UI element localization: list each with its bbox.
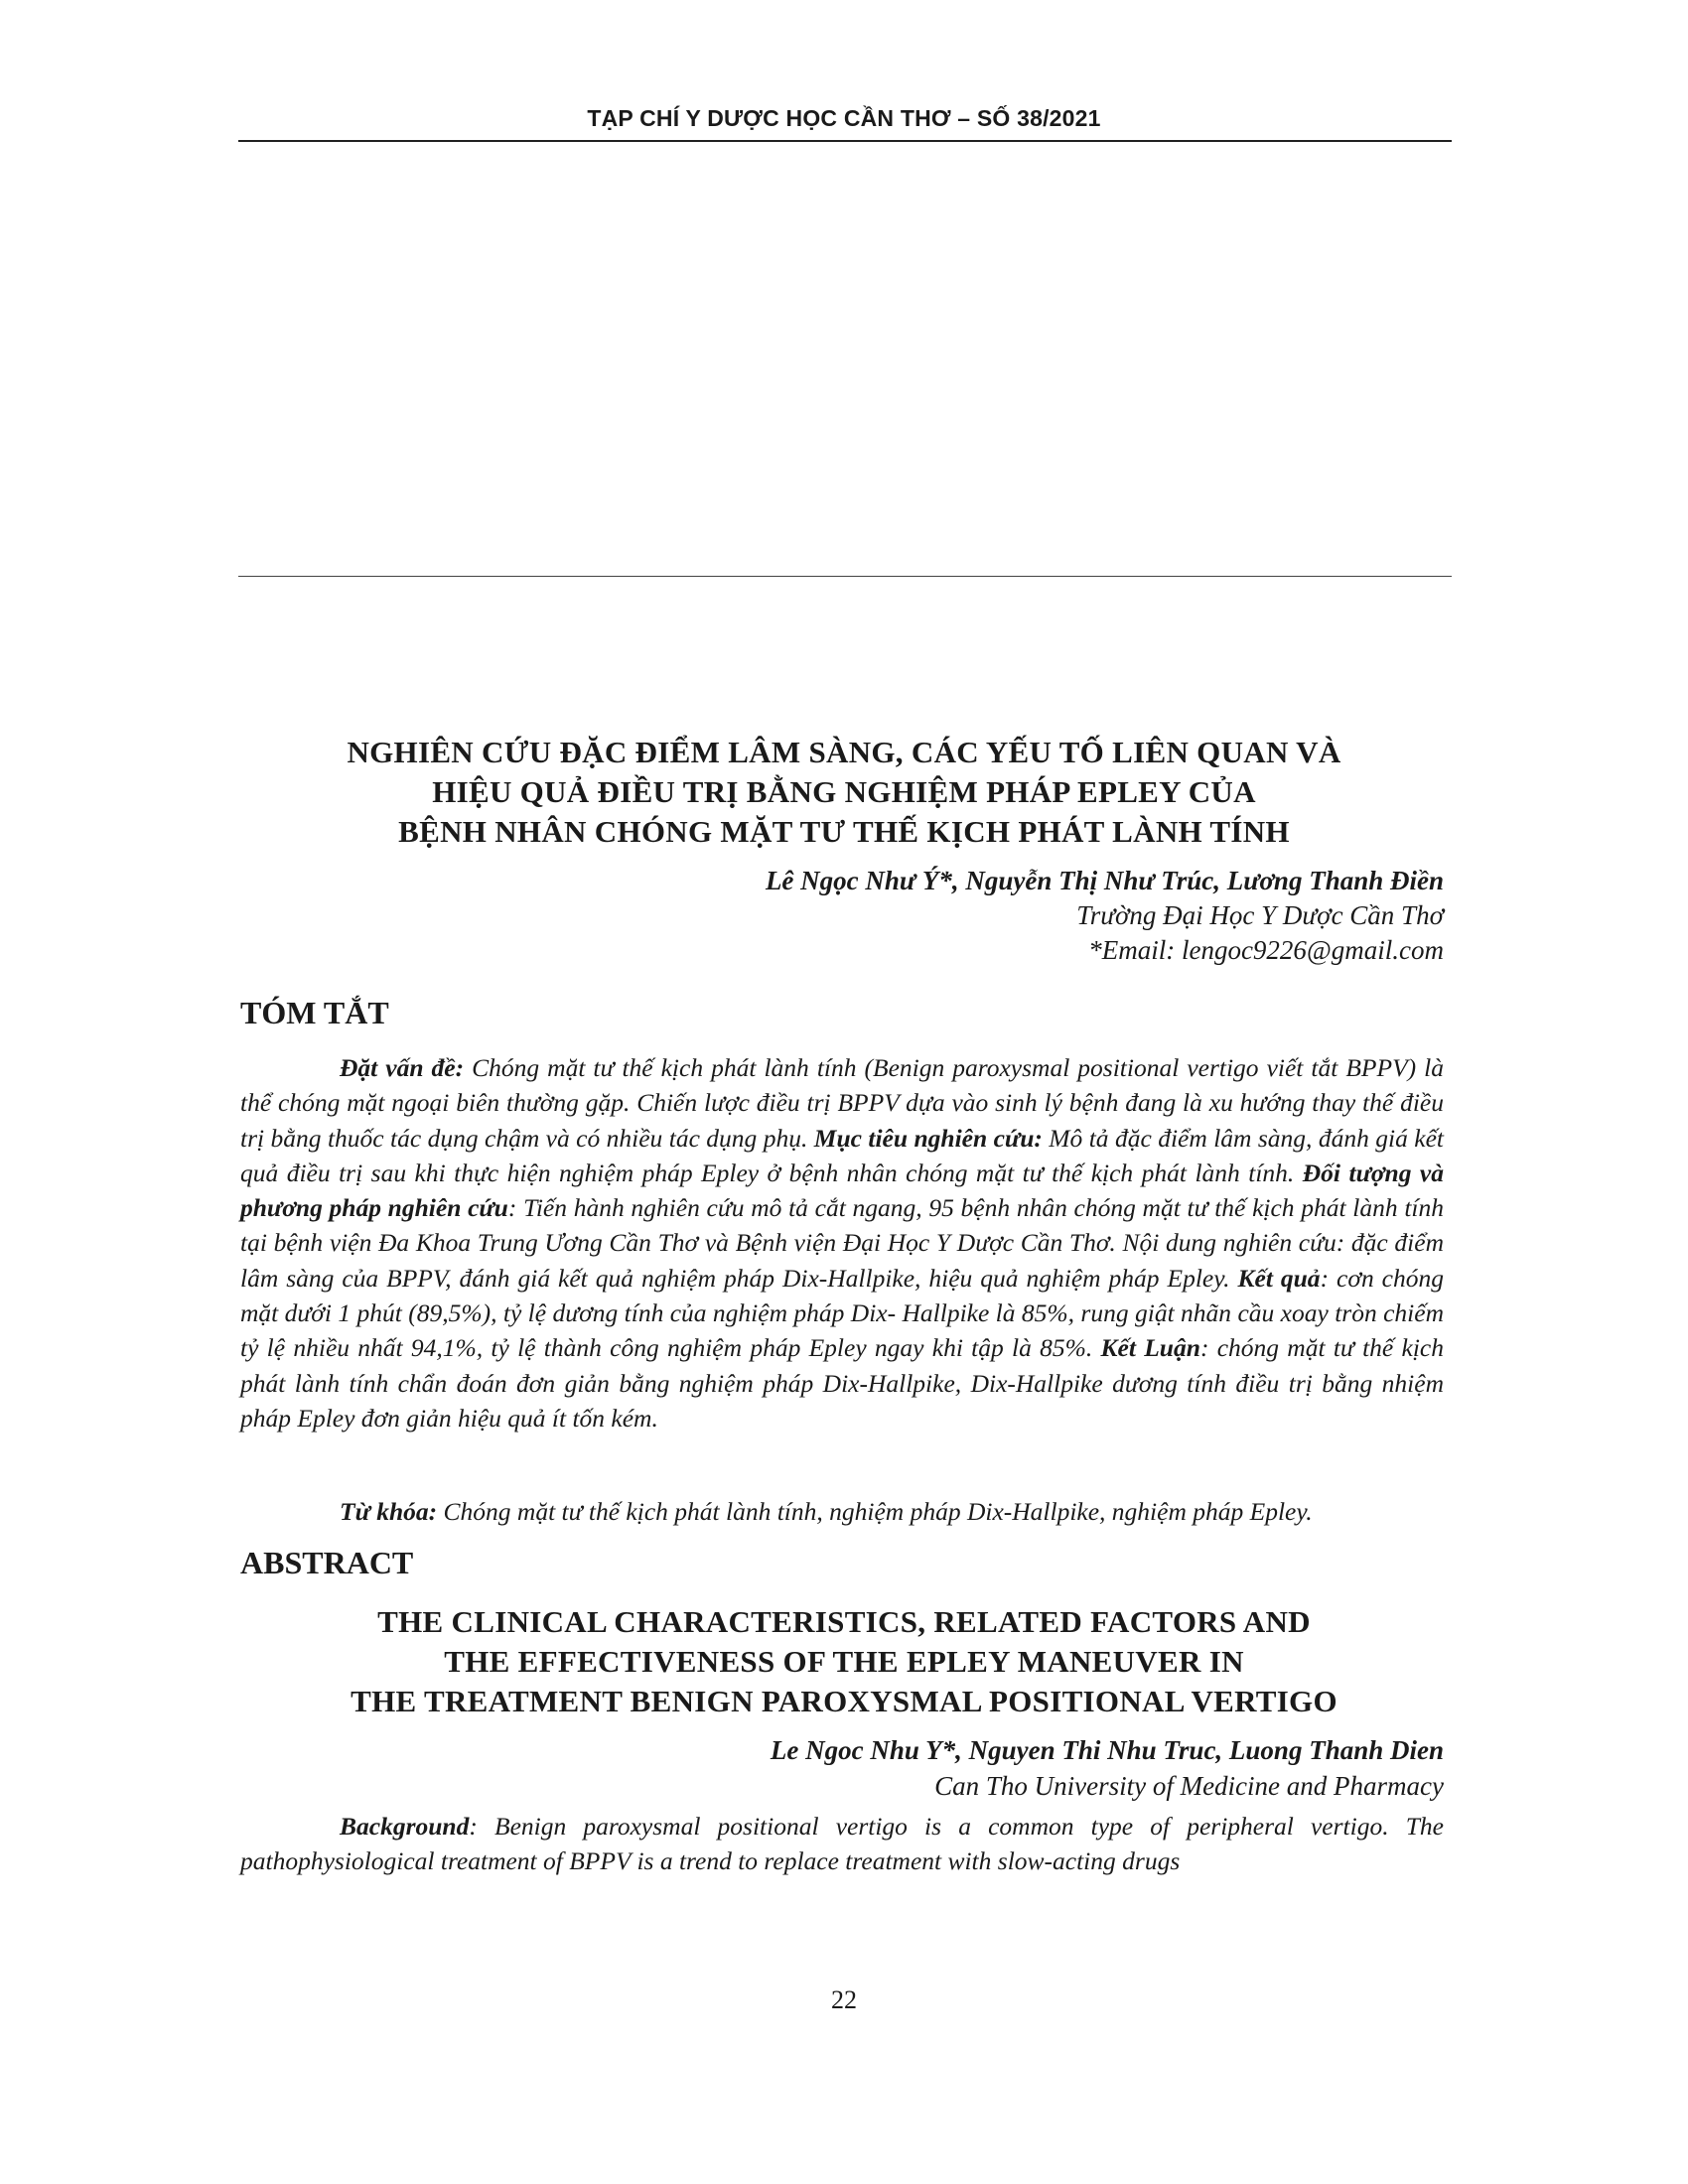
text-conclusion: : chóng mặt tư thế kịch phát lành tính chẩn đoán đơn giản bằng nghiệm pháp Dix-Hallpike, Dix-Hallpike dương tính điều trị bằng nhiệm pháp Epley đơn giản hiệu quả ít tốn kém. [240,1333,1444,1433]
vn-title-line: NGHIÊN CỨU ĐẶC ĐIỂM LÂM SÀNG, CÁC YẾU TỐ LIÊN QUAN VÀ [347,735,1341,769]
label-conclusion: Kết Luận [1100,1333,1200,1363]
en-affiliation: Can Tho University of Medicine and Pharmacy [934,1771,1444,1801]
en-label-background: Background [340,1812,470,1841]
label-method: Đối tượng và phương pháp nghiên cứu [240,1158,1444,1223]
vn-abstract [240,1050,1444,1435]
vn-keywords [340,1497,1444,1527]
en-abstract [240,1809,1444,1879]
label-objective: Mục tiêu nghiên cứu: [813,1123,1043,1153]
en-title-line: THE CLINICAL CHARACTERISTICS, RELATED FACTORS AND [377,1604,1311,1639]
text-background: Chóng mặt tư thế kịch phát lành tính (Benign paroxysmal positional vertigo viết tắt BPPV) là thể chóng mặt ngoại biên thường gặp. Chiến lược điều trị BPPV dựa vào sinh lý bệnh đang là xu hướng thay thế điều trị bằng thuốc tác dụng chậm và có nhiều tác dụng phụ. [240,1053,1444,1153]
text-result: : cơn chóng mặt dưới 1 phút (89,5%), tỷ lệ dương tính của nghiệm pháp Dix- Hallpike là 85%, rung giật nhãn cầu xoay tròn chiếm tỷ lệ nhiều nhất 94,1%, tỷ lệ thành công nghiệm pháp Epley ngay khi tập là 85%. [240,1263,1444,1363]
en-authors: Le Ngoc Nhu Y*, Nguyen Thi Nhu Truc, Luong Thanh Dien [770,1735,1444,1765]
vn-title-line: BỆNH NHÂN CHÓNG MẶT TƯ THẾ KỊCH PHÁT LÀNH TÍNH [398,814,1290,849]
abstract-heading: ABSTRACT [240,1545,414,1580]
en-title [238,1602,1450,1721]
vn-authors: Lê Ngọc Như Ý*, Nguyễn Thị Như Trúc, Lương Thanh Điền [765,866,1444,895]
vn-title [238,733,1450,852]
text-objective: Mô tả đặc điểm lâm sàng, đánh giá kết quả điều trị sau khi thực hiện nghiệm pháp Epley ở bệnh nhân chóng mặt tư thế kịch phát lành tính. [240,1123,1445,1187]
en-title-line: THE TREATMENT BENIGN PAROXYSMAL POSITIONAL VERTIGO [351,1684,1337,1718]
en-title-line: THE EFFECTIVENESS OF THE EPLEY MANEUVER IN [444,1644,1244,1679]
journal-header: TẠP CHÍ Y DƯỢC HỌC CẦN THƠ – SỐ 38/2021 [587,105,1101,131]
label-background: Đặt vấn đề: [340,1053,465,1082]
vn-email: *Email: lengoc9226@gmail.com [1088,935,1444,965]
text-method: : Tiến hành nghiên cứu mô tả cắt ngang, 95 bệnh nhân chóng mặt tư thế kịch phát lành tính tại bệnh viện Đa Khoa Trung Ương Cần Thơ và Bệnh viện Đại Học Y Dược Cần Thơ. Nội dung nghiên cứu: đặc điểm lâm sàng của BPPV, đánh giá kết quả nghiệm pháp Dix-Hallpike, hiệu quả nghiệm pháp Epley. [240,1193,1445,1293]
en-text-background: : Benign paroxysmal positional vertigo is a common type of peripheral vertigo. The pathophysiological treatment of BPPV is a trend to replace treatment with slow-acting drugs [240,1812,1444,1876]
page-number: 22 [831,1985,857,2014]
keywords-text: Chóng mặt tư thế kịch phát lành tính, nghiệm pháp Dix-Hallpike, nghiệm pháp Epley. [437,1497,1313,1526]
summary-heading: TÓM TẮT [240,995,389,1030]
keywords-label: Từ khóa: [340,1497,438,1526]
vn-title-line: HIỆU QUẢ ĐIỀU TRỊ BẰNG NGHIỆM PHÁP EPLEY CỦA [432,774,1256,809]
header-rule [238,140,1452,142]
section-divider [238,576,1452,577]
vn-affiliation: Trường Đại Học Y Dược Cần Thơ [1076,900,1444,930]
label-result: Kết quả [1237,1263,1321,1293]
